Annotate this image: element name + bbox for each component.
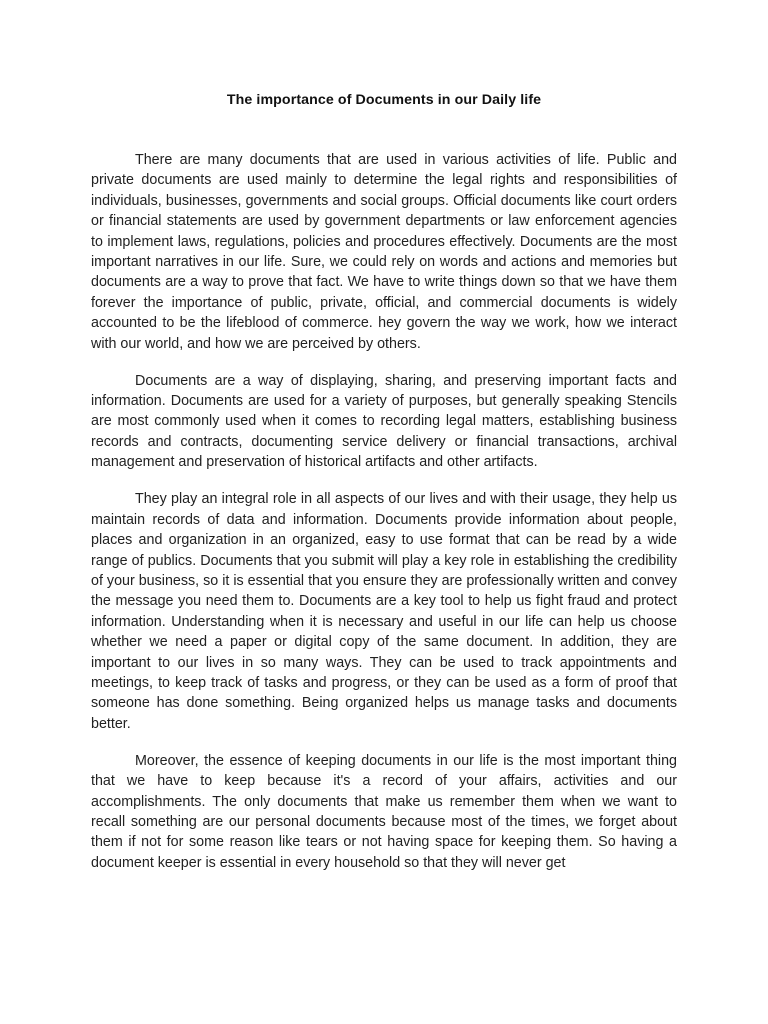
- paragraph-1: There are many documents that are used in various activities of life. Public and private documents are used mainly to determine the legal rights and responsibilities of individuals, businesses, governments and social groups. Official documents like court orders or financial statements are used by government departments or law enforcement agencies to implement laws, regulations, policies and procedures effectively. Documents are the most important narratives in our life. Sure, we could rely on words and actions and memories but documents are a way to prove that fact. We have to write things down so that we have them forever the importance of public, private, official, and commercial documents is widely accounted to be the lifeblood of commerce. hey govern the way we work, how we interact with our world, and how we are perceived by others.: [91, 152, 677, 352]
- document-body: [91, 150, 677, 890]
- paragraph-3: They play an integral role in all aspects of our lives and with their usage, they help us maintain records of data and information. Documents provide information about people, places and organization in an organized, easy to use format that can be read by a wide range of publics. Documents that you submit will play a key role in establishing the credibility of your business, so it is essential that you ensure they are professionally written and convey the message you need them to. Documents are a key tool to help us fight fraud and protect information. Understanding when it is necessary and useful in our life can help us choose whether we need a paper or digital copy of the same document. In addition, they are important to our lives in so many ways. They can be used to track appointments and meetings, to keep track of tasks and progress, or they can be used as a form of proof that someone has done something. Being organized helps us manage tasks and documents better.: [91, 491, 677, 732]
- paragraph-2: Documents are a way of displaying, sharing, and preserving important facts and information. Documents are used for a variety of purposes, but generally speaking Stencils are most commonly used when it comes to recording legal matters, establishing business records and contracts, documenting service delivery or financial transactions, archival management and preservation of historical artifacts and other artifacts.: [91, 372, 677, 471]
- document-title: The importance of Documents in our Daily life: [226, 92, 542, 108]
- paragraph-4: Moreover, the essence of keeping documents in our life is the most important thing that we have to keep because it's a record of your affairs, activities and our accomplishments. The only documents that make us remember them when we want to recall something are our personal documents because most of the times, we forget about them if not for some reason like tears or not having space for keeping them. So having a document keeper is essential in every household so that they will never get: [91, 752, 677, 871]
